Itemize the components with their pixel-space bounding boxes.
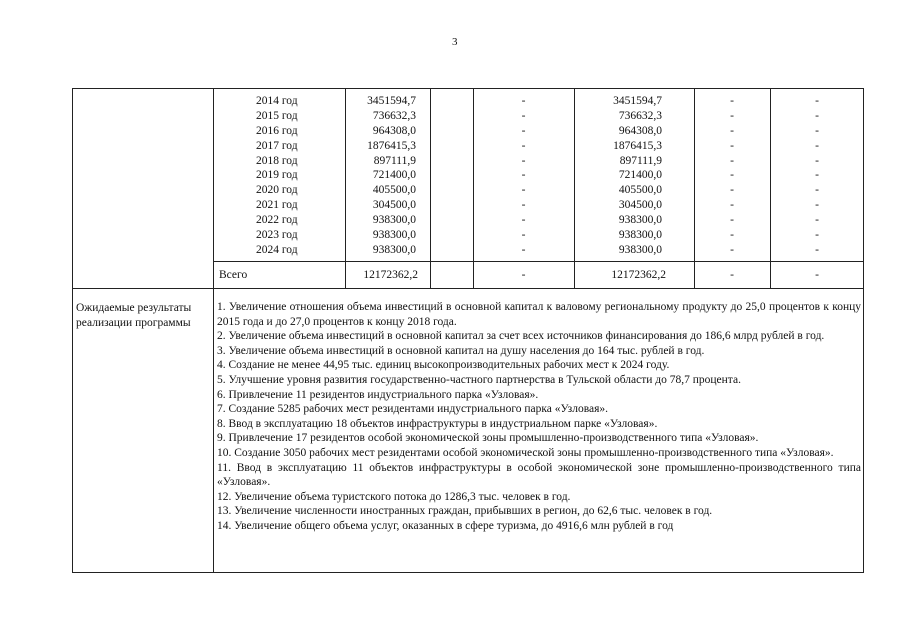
result-item: 2. Увеличение объема инвестиций в основной капитал за счет всех источников финансирования до 186,6 млрд рублей в год. (217, 330, 825, 343)
value-cell: 964308,0 (618, 124, 662, 137)
result-item: 14. Увеличение общего объема услуг, оказанных в сфере туризма, до 4916,6 млн рублей в год (217, 519, 674, 532)
value-cell: - (815, 95, 819, 107)
value-cell: 304500,0 (372, 199, 416, 212)
dash-column-c (473, 94, 574, 258)
dash-column-e (694, 94, 770, 258)
total-value: 12172362,2 (363, 269, 418, 281)
value-cell: - (521, 124, 526, 137)
value-cell: - (521, 229, 526, 242)
value-cell: - (730, 154, 734, 167)
table-divider (213, 88, 214, 573)
table-divider (72, 288, 864, 289)
year-cell: 2024 год (256, 243, 298, 256)
result-item: 8. Ввод в эксплуатацию 18 объектов инфраструктуры в индустриальном парке «Узловая». (217, 417, 658, 430)
value-cell: - (730, 124, 734, 137)
value-cell: - (815, 154, 819, 167)
year-cell: 2014 год (256, 95, 298, 107)
value-cell: - (521, 199, 526, 212)
value-cell: - (815, 199, 819, 212)
year-cell: 2016 год (256, 124, 298, 137)
expected-results-list (217, 300, 861, 534)
value-cell: 938300,0 (618, 243, 662, 256)
value-cell: - (521, 184, 526, 197)
year-cell: 2021 год (256, 199, 298, 212)
value-cell: 721400,0 (372, 169, 416, 182)
result-item: 7. Создание 5285 рабочих мест резидентами индустриального парка «Узловая». (217, 403, 608, 416)
total-value: 12172362,2 (611, 269, 666, 281)
dash-column-f (770, 94, 864, 258)
budget-column (580, 94, 662, 258)
page-number: 3 (452, 36, 458, 48)
result-item: 5. Улучшение уровня развития государственно-частного партнерства в Тульской области до 78,7 процента. (217, 373, 741, 386)
total-value: - (815, 269, 819, 281)
value-cell: 1876415,3 (613, 139, 662, 152)
value-cell: - (815, 169, 819, 182)
value-cell: - (730, 243, 734, 256)
value-cell: - (815, 124, 819, 137)
value-cell: - (521, 154, 526, 167)
result-item: 4. Создание не менее 44,95 тыс. единиц высокопроизводительных рабочих мест к 2024 году. (217, 359, 670, 372)
result-item: 10. Создание 3050 рабочих мест резидентами особой экономической зоны промышленно-производственного типа «Узловая». (217, 446, 834, 459)
value-cell: 405500,0 (618, 184, 662, 197)
value-cell: - (815, 229, 819, 242)
result-item: 12. Увеличение объема туристского потока до 1286,3 тыс. человек в год. (217, 490, 571, 503)
value-cell: 938300,0 (372, 214, 416, 227)
year-cell: 2020 год (256, 184, 298, 197)
year-cell: 2019 год (256, 169, 298, 182)
value-cell: 1876415,3 (367, 139, 416, 152)
year-cell: 2022 год (256, 214, 298, 227)
table-divider (213, 261, 864, 262)
value-cell: - (730, 199, 734, 212)
result-item: 6. Привлечение 11 резидентов индустриального парка «Узловая». (217, 388, 539, 401)
value-cell: 736632,3 (372, 109, 416, 122)
value-cell: - (521, 214, 526, 227)
value-cell: - (815, 184, 819, 197)
value-cell: - (730, 229, 734, 242)
table-divider (430, 88, 431, 288)
value-cell: 3451594,7 (367, 95, 416, 107)
value-cell: - (730, 184, 734, 197)
value-cell: - (521, 139, 526, 152)
result-item: 11. Ввод в эксплуатацию 11 объектов инфраструктуры в особой экономической зоне промышленно-производственного типа «Узловая». (217, 461, 861, 489)
value-cell: 897111,9 (619, 154, 662, 167)
value-cell: 938300,0 (372, 229, 416, 242)
year-cell: 2015 год (256, 109, 298, 122)
total-funding-column (350, 94, 416, 258)
value-cell: - (730, 169, 734, 182)
value-cell: 938300,0 (618, 229, 662, 242)
value-cell: 938300,0 (618, 214, 662, 227)
value-cell: - (521, 243, 526, 256)
value-cell: - (521, 95, 526, 107)
year-cell: 2018 год (256, 154, 298, 167)
value-cell: - (521, 169, 526, 182)
value-cell: 736632,3 (618, 109, 662, 122)
total-label: Всего (219, 269, 248, 281)
value-cell: - (730, 139, 734, 152)
value-cell: - (815, 139, 819, 152)
result-item: 1. Увеличение отношения объема инвестиций в основной капитал к валовому региональному продукту до 25,0 процентов к концу 2015 года и до 27,0 процентов к концу 2018 года. (217, 301, 861, 328)
result-item: 9. Привлечение 17 резидентов особой экономической зоны промышленно-производственного типа «Узловая». (217, 432, 759, 445)
value-cell: 304500,0 (618, 199, 662, 212)
expected-results-label: Ожидаемые результаты реализации программы (76, 302, 192, 329)
table-divider (574, 88, 575, 288)
value-cell: - (521, 109, 526, 122)
value-cell: 897111,9 (373, 154, 416, 167)
value-cell: 3451594,7 (613, 95, 662, 107)
year-cell: 2017 год (256, 139, 298, 152)
years-column (256, 94, 298, 258)
value-cell: 721400,0 (618, 169, 662, 182)
total-value: - (521, 269, 526, 281)
result-item: 13. Увеличение численности иностранных граждан, прибывших в регион, до 62,6 тыс. человек в год. (217, 505, 713, 518)
value-cell: 405500,0 (372, 184, 416, 197)
value-cell: - (730, 214, 734, 227)
value-cell: - (730, 95, 734, 107)
table-divider (345, 88, 346, 288)
value-cell: - (730, 109, 734, 122)
year-cell: 2023 год (256, 229, 298, 242)
value-cell: - (815, 214, 819, 227)
value-cell: - (815, 109, 819, 122)
value-cell: 938300,0 (372, 243, 416, 256)
result-item: 3. Увеличение объема инвестиций в основной капитал на душу населения до 164 тыс. рублей в год. (217, 344, 705, 357)
value-cell: 964308,0 (372, 124, 416, 137)
total-value: - (730, 269, 734, 281)
value-cell: - (815, 243, 819, 256)
